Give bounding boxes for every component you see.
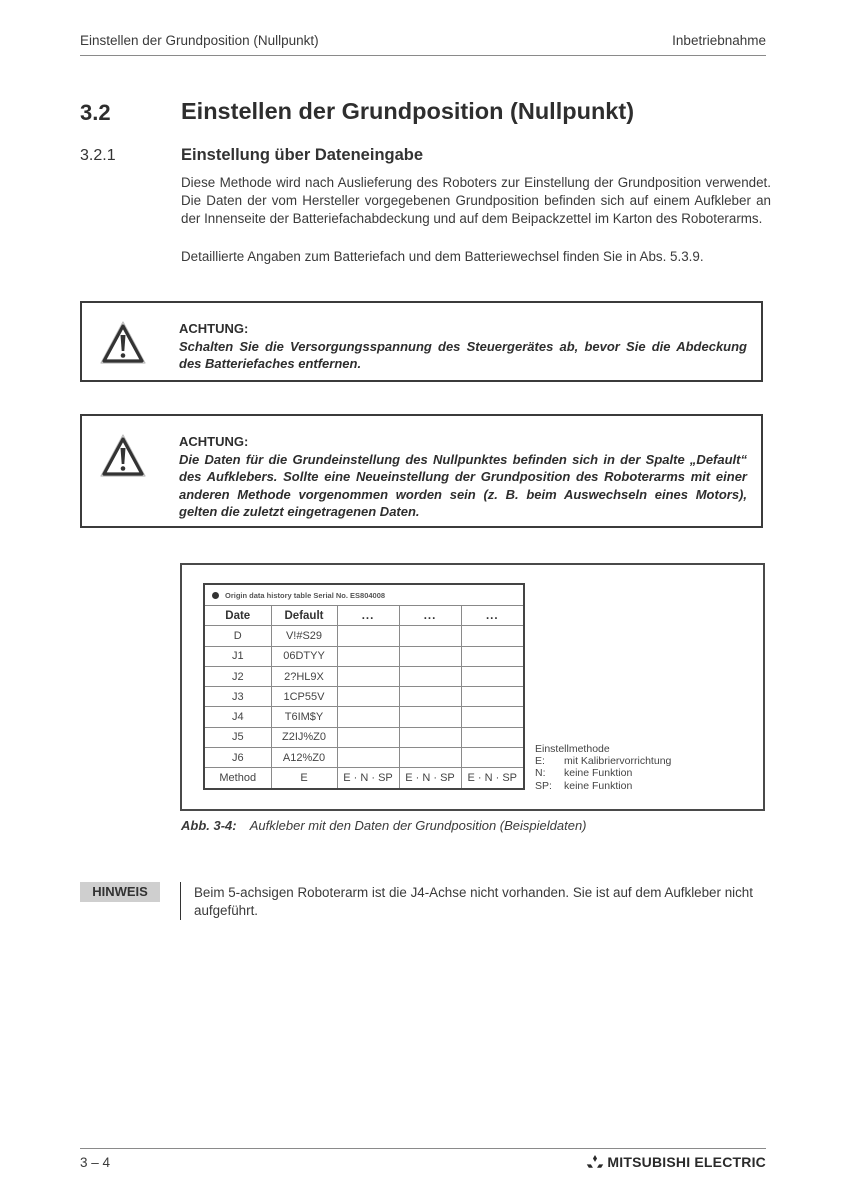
table-row	[205, 727, 523, 747]
table-cell	[461, 646, 523, 666]
warning-title: ACHTUNG:	[179, 321, 249, 336]
brand-name: MITSUBISHI ELECTRIC	[607, 1154, 766, 1170]
table-cell	[399, 626, 461, 646]
column-header: ...	[337, 606, 399, 626]
legend-title: Einstellmethode	[535, 743, 610, 755]
note-text: Beim 5-achsigen Roboterarm ist die J4-Achse nicht vorhanden. Sie ist auf dem Aufkleber nicht aufgeführt.	[194, 885, 753, 918]
table-cell	[399, 707, 461, 727]
table-row	[205, 646, 523, 666]
warning-title: ACHTUNG:	[179, 434, 249, 449]
body-paragraph: Diese Methode wird nach Auslieferung des Roboters zur Einstellung der Grundposition verwendet. Die Daten der vom Hersteller vorgegebenen Grundposition befinden sich auf einem Aufkleber an der Innenseite der Batteriefachabdeckung und auf dem Beipackzettel im Karton des Roboterarms.	[181, 175, 771, 226]
brand-logo	[586, 1154, 766, 1170]
origin-data-table	[205, 606, 523, 788]
sticker-title	[205, 585, 523, 606]
legend-value: keine Funktion	[564, 767, 633, 780]
note-divider	[180, 882, 181, 920]
table-cell: A12%Z0	[271, 748, 337, 768]
figure-caption	[181, 818, 587, 833]
note-label: HINWEIS	[80, 882, 160, 902]
table-cell: 06DTYY	[271, 646, 337, 666]
table-row	[205, 768, 523, 788]
table-header-row	[205, 606, 523, 626]
running-header-chapter: Inbetriebnahme	[672, 33, 766, 48]
section-title: Einstellen der Grundposition (Nullpunkt)	[181, 98, 635, 124]
caption-text: Aufkleber mit den Daten der Grundposition (Beispieldaten)	[249, 818, 587, 833]
legend-item	[535, 780, 671, 792]
table-cell: 1CP55V	[271, 687, 337, 707]
table-row	[205, 666, 523, 686]
table-row	[205, 707, 523, 727]
origin-data-sticker	[203, 583, 525, 790]
legend-key: SP:	[535, 779, 552, 792]
page-number: 3 – 4	[80, 1155, 111, 1170]
table-cell: J3	[205, 687, 271, 707]
footer-divider	[80, 1148, 766, 1149]
table-cell	[461, 748, 523, 768]
warning-triangle-icon	[99, 433, 147, 479]
table-cell: V!#S29	[271, 626, 337, 646]
table-cell	[399, 687, 461, 707]
table-cell	[461, 707, 523, 727]
table-cell: J4	[205, 707, 271, 727]
figure-frame	[180, 563, 765, 811]
table-row	[205, 626, 523, 646]
table-cell: J6	[205, 748, 271, 768]
legend-key: E:	[535, 755, 545, 768]
table-cell: E · N · SP	[399, 768, 461, 788]
running-header-title: Einstellen der Grundposition (Nullpunkt)	[80, 33, 319, 48]
table-cell	[461, 687, 523, 707]
warning-triangle-icon	[99, 320, 147, 366]
table-cell	[337, 687, 399, 707]
caption-label: Abb. 3-4:	[181, 818, 237, 833]
section-number: 3.2	[80, 100, 111, 125]
table-cell: J1	[205, 646, 271, 666]
table-cell	[461, 666, 523, 686]
column-header: ...	[461, 606, 523, 626]
table-cell	[399, 748, 461, 768]
legend-item	[535, 767, 671, 779]
column-header: Default	[271, 606, 337, 626]
table-cell	[337, 707, 399, 727]
table-cell: J5	[205, 727, 271, 747]
table-cell	[337, 666, 399, 686]
legend-value: keine Funktion	[564, 779, 633, 792]
bullet-dot-icon	[212, 592, 219, 599]
table-cell: 2?HL9X	[271, 666, 337, 686]
legend-key: N:	[535, 767, 546, 780]
subsection-title: Einstellung über Dateneingabe	[181, 146, 424, 164]
warning-box	[80, 301, 763, 382]
table-cell: E	[271, 768, 337, 788]
table-row	[205, 748, 523, 768]
sticker-title-text: Origin data history table Serial No. ES804008	[225, 590, 386, 600]
column-header: ...	[399, 606, 461, 626]
legend-value: mit Kalibriervorrichtung	[564, 755, 672, 768]
body-paragraph: Detaillierte Angaben zum Batteriefach und dem Batteriewechsel finden Sie in Abs. 5.3.9.	[181, 249, 704, 264]
table-cell: E · N · SP	[461, 768, 523, 788]
table-cell: E · N · SP	[337, 768, 399, 788]
table-cell: Method	[205, 768, 271, 788]
table-cell	[399, 646, 461, 666]
method-legend	[535, 743, 671, 792]
warning-text: Die Daten für die Grundeinstellung des Nullpunktes befinden sich in der Spalte „Default“ des Aufklebers. Sollte eine Neueinstellung der Grundposition des Roboterarms mit einer anderen Methode vorgenommen worden sein (z. B. beim Auswechseln eines Motors), gelten die zuletzt eingetragenen Daten.	[179, 451, 747, 519]
table-cell	[337, 646, 399, 666]
table-cell	[461, 626, 523, 646]
warning-box	[80, 414, 763, 528]
table-row	[205, 687, 523, 707]
table-cell: D	[205, 626, 271, 646]
table-cell	[461, 727, 523, 747]
table-cell	[399, 727, 461, 747]
table-cell: T6IM$Y	[271, 707, 337, 727]
table-cell: Z2IJ%Z0	[271, 727, 337, 747]
table-cell	[399, 666, 461, 686]
table-cell: J2	[205, 666, 271, 686]
header-divider	[80, 55, 766, 56]
mitsubishi-logo-icon	[586, 1155, 604, 1169]
table-cell	[337, 748, 399, 768]
legend-item	[535, 755, 671, 767]
subsection-number: 3.2.1	[80, 147, 116, 164]
table-cell	[337, 626, 399, 646]
warning-text: Schalten Sie die Versorgungsspannung des Steuergerätes ab, bevor Sie die Abdeckung des Batteriefaches entfernen.	[179, 338, 747, 371]
column-header: Date	[205, 606, 271, 626]
table-cell	[337, 727, 399, 747]
